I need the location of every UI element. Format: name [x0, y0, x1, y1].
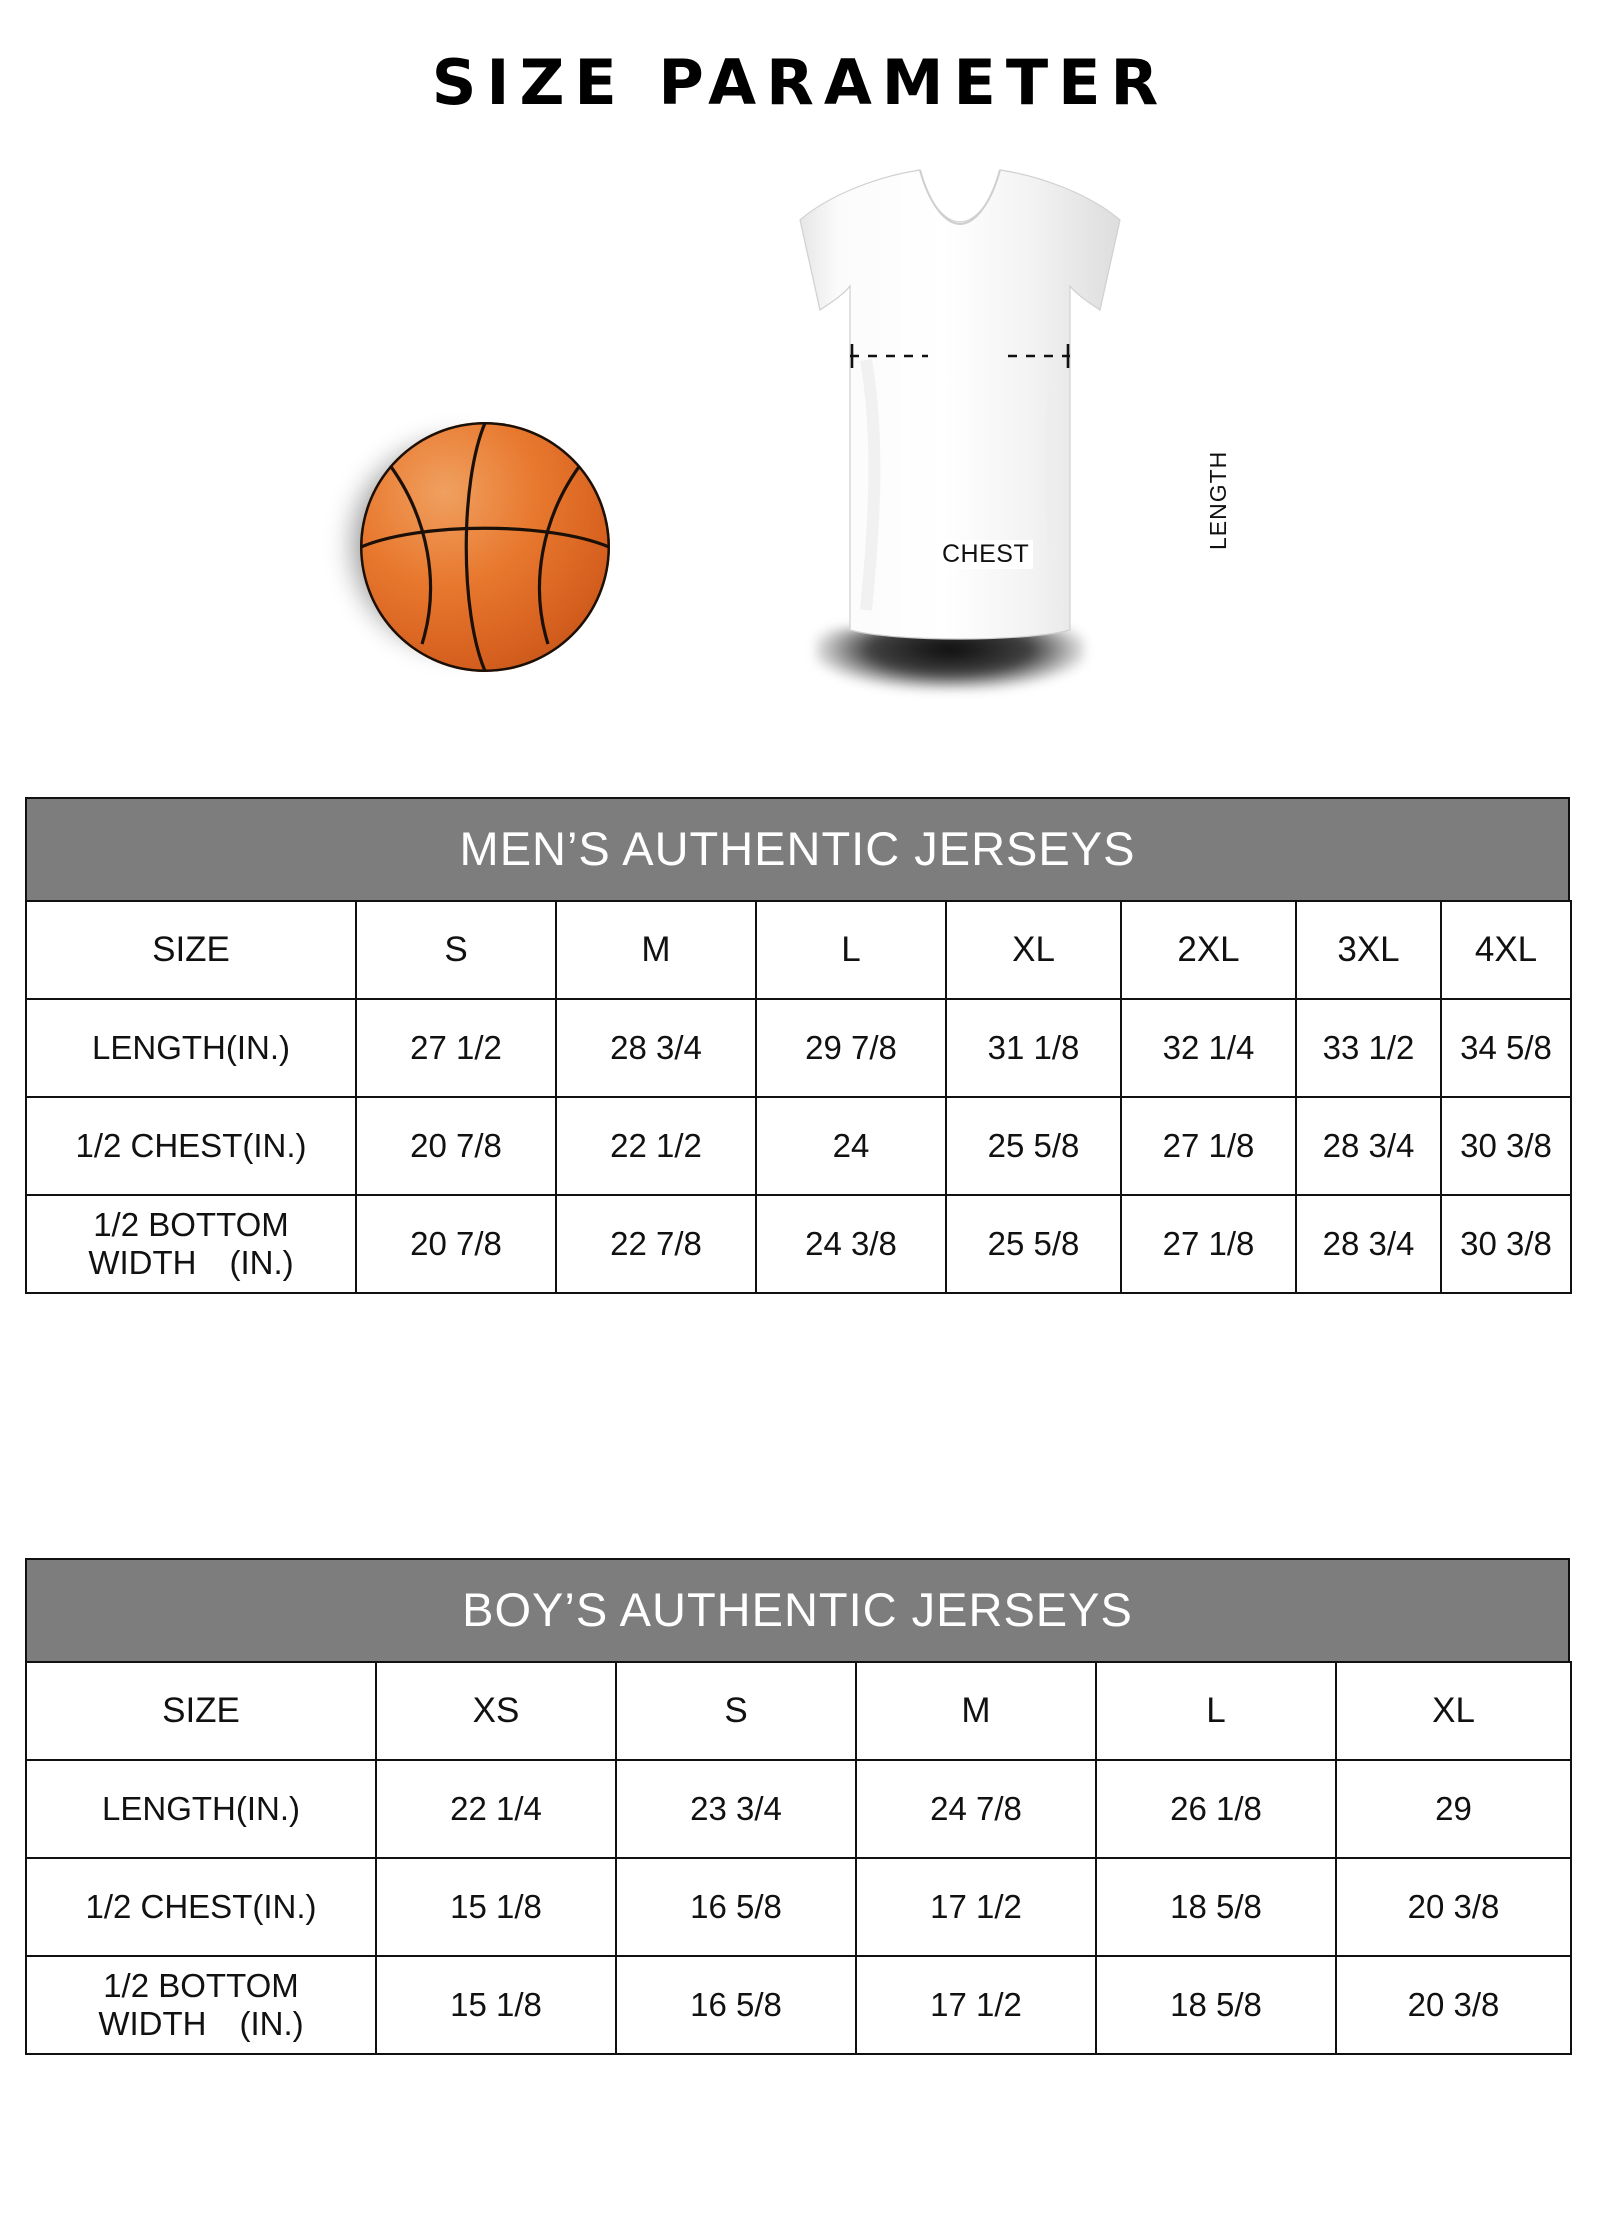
column-header-m: M [856, 1662, 1096, 1760]
cell-length-s: 23 3/4 [616, 1760, 856, 1858]
row-label-line2: WIDTH (IN.) [88, 1244, 294, 1281]
length-measure-label: LENGTH [1205, 450, 1231, 550]
row-label-line1: 1/2 BOTTOM [103, 1967, 299, 2005]
table-header-row [26, 1662, 1571, 1760]
cell-bottom-l: 18 5/8 [1096, 1956, 1336, 2054]
table-row [26, 1760, 1571, 1858]
cell-length-l: 29 7/8 [756, 999, 946, 1097]
table-header-row [26, 901, 1571, 999]
cell-bottom-xl: 20 3/8 [1336, 1956, 1571, 2054]
row-label-length: LENGTH(IN.) [26, 999, 356, 1097]
row-label-half-bottom-width [26, 1195, 356, 1293]
cell-bottom-xs: 15 1/8 [376, 1956, 616, 2054]
cell-bottom-l: 24 3/8 [756, 1195, 946, 1293]
cell-chest-xl: 20 3/8 [1336, 1858, 1571, 1956]
row-label-half-chest: 1/2 CHEST(IN.) [26, 1097, 356, 1195]
table-row [26, 999, 1571, 1097]
cell-bottom-s: 16 5/8 [616, 1956, 856, 2054]
cell-length-3xl: 33 1/2 [1296, 999, 1441, 1097]
row-label-half-chest: 1/2 CHEST(IN.) [26, 1858, 376, 1956]
column-header-l: L [756, 901, 946, 999]
cell-chest-xs: 15 1/8 [376, 1858, 616, 1956]
column-header-size: SIZE [26, 1662, 376, 1760]
cell-bottom-xl: 25 5/8 [946, 1195, 1121, 1293]
row-label-line1: 1/2 BOTTOM [93, 1206, 289, 1244]
column-header-s: S [356, 901, 556, 999]
mens-table-title: MEN’S AUTHENTIC JERSEYS [25, 797, 1570, 900]
column-header-4xl: 4XL [1441, 901, 1571, 999]
cell-length-l: 26 1/8 [1096, 1760, 1336, 1858]
basketball-graphic [360, 422, 610, 672]
boys-size-table-block [25, 1558, 1570, 2055]
cell-chest-xl: 25 5/8 [946, 1097, 1121, 1195]
cell-length-xl: 31 1/8 [946, 999, 1121, 1097]
cell-chest-m: 17 1/2 [856, 1858, 1096, 1956]
cell-length-s: 27 1/2 [356, 999, 556, 1097]
cell-length-4xl: 34 5/8 [1441, 999, 1571, 1097]
cell-bottom-m: 22 7/8 [556, 1195, 756, 1293]
boys-table-title: BOY’S AUTHENTIC JERSEYS [25, 1558, 1570, 1661]
cell-chest-s: 20 7/8 [356, 1097, 556, 1195]
cell-bottom-m: 17 1/2 [856, 1956, 1096, 2054]
table-row [26, 1956, 1571, 2054]
jersey-icon [770, 160, 1150, 720]
column-header-3xl: 3XL [1296, 901, 1441, 999]
cell-chest-3xl: 28 3/4 [1296, 1097, 1441, 1195]
cell-chest-l: 24 [756, 1097, 946, 1195]
column-header-size: SIZE [26, 901, 356, 999]
mens-size-table-block [25, 797, 1570, 1294]
column-header-s: S [616, 1662, 856, 1760]
table-row [26, 1858, 1571, 1956]
basketball-icon [330, 400, 620, 690]
column-header-xl: XL [1336, 1662, 1571, 1760]
cell-length-xs: 22 1/4 [376, 1760, 616, 1858]
jersey-graphic [770, 160, 1150, 680]
row-label-half-bottom-width [26, 1956, 376, 2054]
row-label-line2: WIDTH (IN.) [98, 2005, 304, 2042]
cell-length-xl: 29 [1336, 1760, 1571, 1858]
cell-bottom-4xl: 30 3/8 [1441, 1195, 1571, 1293]
cell-bottom-2xl: 27 1/8 [1121, 1195, 1296, 1293]
column-header-xl: XL [946, 901, 1121, 999]
column-header-2xl: 2XL [1121, 901, 1296, 999]
cell-chest-4xl: 30 3/8 [1441, 1097, 1571, 1195]
row-label-length: LENGTH(IN.) [26, 1760, 376, 1858]
cell-chest-s: 16 5/8 [616, 1858, 856, 1956]
cell-bottom-3xl: 28 3/4 [1296, 1195, 1441, 1293]
cell-chest-m: 22 1/2 [556, 1097, 756, 1195]
table-row [26, 1097, 1571, 1195]
table-row [26, 1195, 1571, 1293]
boys-size-table [25, 1661, 1572, 2055]
column-header-m: M [556, 901, 756, 999]
cell-bottom-s: 20 7/8 [356, 1195, 556, 1293]
illustration-area [0, 150, 1600, 770]
page-title: SIZE PARAMETER [431, 46, 1169, 119]
mens-size-table [25, 900, 1572, 1294]
column-header-l: L [1096, 1662, 1336, 1760]
cell-length-m: 28 3/4 [556, 999, 756, 1097]
cell-chest-l: 18 5/8 [1096, 1858, 1336, 1956]
column-header-xs: XS [376, 1662, 616, 1760]
cell-length-2xl: 32 1/4 [1121, 999, 1296, 1097]
cell-chest-2xl: 27 1/8 [1121, 1097, 1296, 1195]
chest-measure-label: CHEST [938, 540, 1033, 569]
cell-length-m: 24 7/8 [856, 1760, 1096, 1858]
